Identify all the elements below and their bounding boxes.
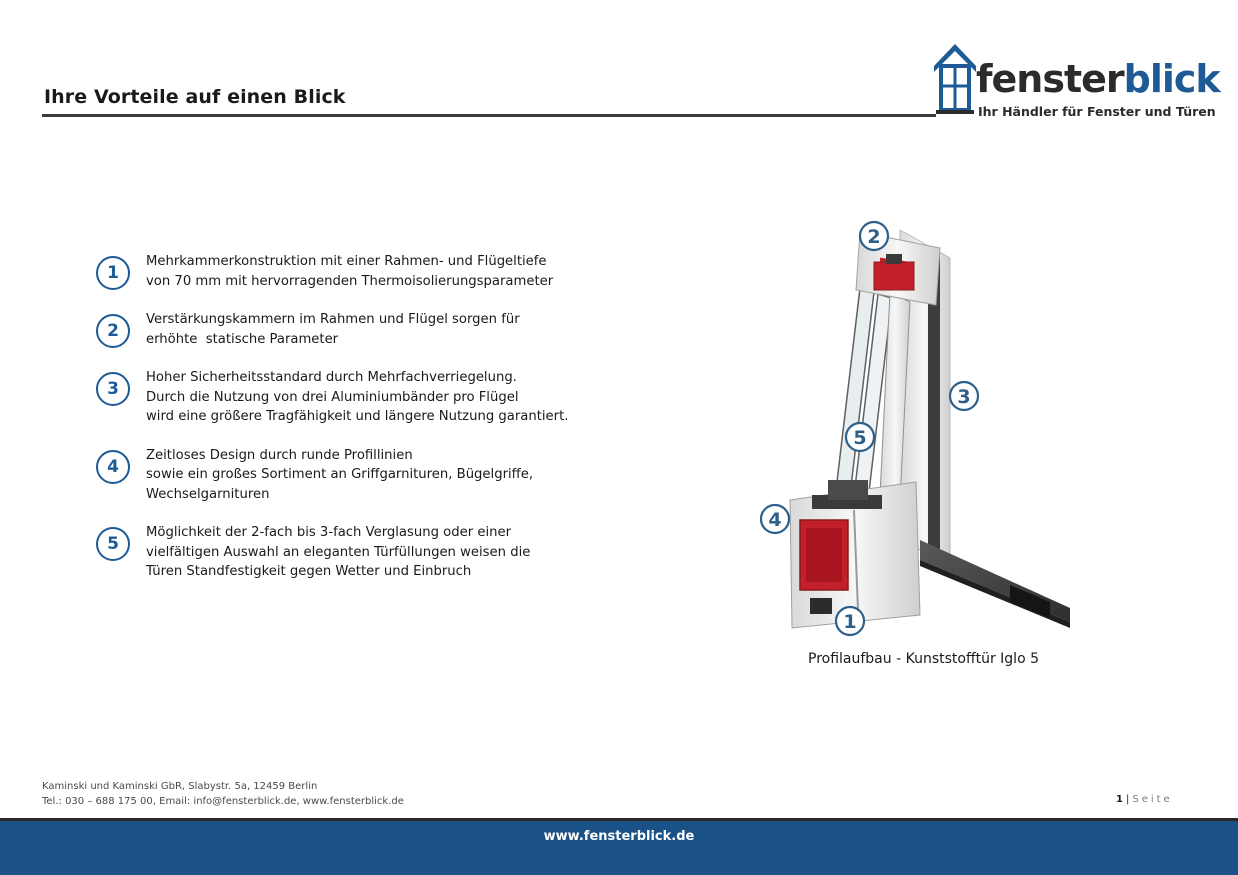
callout-3: [950, 382, 978, 410]
callout-4: [761, 505, 789, 533]
figure-caption: Profilaufbau - Kunststofftür Iglo 5: [808, 651, 1039, 667]
logo-tagline: Ihr Händler für Fenster und Türen: [978, 104, 1216, 119]
page-label: Seite: [1132, 794, 1173, 805]
threshold-rail: [920, 540, 1070, 628]
door-profile-illustration: [740, 210, 1090, 640]
benefit-text: [146, 523, 616, 582]
callout-5-label: 5: [853, 427, 867, 449]
benefit-line: erhöhte statische Parameter: [146, 331, 339, 347]
benefit-text: [146, 446, 616, 505]
benefit-item-2: [96, 310, 616, 349]
benefit-line: wird eine größere Tragfähigkeit und längere Nutzung garantiert.: [146, 409, 569, 424]
logo-word-fenster: fenster: [976, 57, 1124, 101]
callout-1: [836, 607, 864, 635]
benefit-item-4: [96, 446, 616, 505]
contact-line: Tel.: 030 – 688 175 00, Email: info@fensterblick.de, www.fensterblick.de: [42, 796, 404, 807]
callout-5: [846, 423, 874, 451]
footer-address: [42, 779, 404, 809]
footer-url-link[interactable]: www.fensterblick.de: [543, 829, 695, 844]
bottom-sash-profile: [790, 480, 920, 628]
number-badge: 2: [96, 314, 130, 348]
benefit-line: von 70 mm mit hervorragenden Thermoisolierungsparameter: [146, 273, 554, 289]
benefit-line: Wechselgarnituren: [146, 486, 270, 502]
number-badge: 5: [96, 527, 130, 561]
benefit-item-5: [96, 523, 616, 582]
number-badge: 3: [96, 372, 130, 406]
callout-2: [860, 222, 888, 250]
benefit-line: Mehrkammerkonstruktion mit einer Rahmen- und Flügeltiefe: [146, 254, 547, 269]
page-number: 1: [1116, 794, 1123, 805]
benefit-item-3: [96, 368, 616, 427]
benefit-line: vielfältigen Auswahl an eleganten Türfüllungen weisen die: [146, 544, 531, 560]
footer-bar: [0, 818, 1238, 875]
page-title: Ihre Vorteile auf einen Blick: [44, 86, 346, 108]
window-house-icon: [932, 40, 978, 116]
benefit-line: Türen Standfestigkeit gegen Wetter und Einbruch: [146, 564, 472, 579]
company-logo[interactable]: [932, 40, 1222, 120]
benefit-text: [146, 368, 616, 427]
benefit-text: [146, 252, 616, 291]
callout-2-label: 2: [867, 226, 881, 248]
number-badge: 1: [96, 256, 130, 290]
callout-1-label: 1: [843, 611, 857, 633]
callout-4-label: 4: [768, 509, 782, 531]
address-line: Kaminski und Kaminski GbR, Slabystr. 5a, 12459 Berlin: [42, 781, 318, 792]
benefit-item-1: [96, 252, 616, 291]
glazing-panes: [836, 288, 910, 500]
benefit-line: Hoher Sicherheitsstandard durch Mehrfachverriegelung.: [146, 370, 517, 385]
benefit-line: Durch die Nutzung von drei Aluminiumbänder pro Flügel: [146, 389, 519, 405]
benefit-line: Möglichkeit der 2-fach bis 3-fach Verglasung oder einer: [146, 525, 512, 540]
number-badge: 4: [96, 450, 130, 484]
benefit-text: [146, 310, 616, 349]
benefits-list: [96, 252, 616, 601]
benefit-line: Zeitloses Design durch runde Profillinien: [146, 447, 413, 463]
logo-wordmark: [976, 57, 1220, 101]
benefit-line: sowie ein großes Sortiment an Griffgarnituren, Bügelgriffe,: [146, 467, 534, 482]
benefit-line: Verstärkungskammern im Rahmen und Flügel sorgen für: [146, 312, 520, 327]
title-divider: [42, 114, 936, 117]
callout-3-label: 3: [957, 386, 971, 408]
page-separator: |: [1125, 794, 1130, 805]
page-indicator: [1116, 794, 1173, 805]
logo-word-blick: blick: [1123, 57, 1220, 101]
